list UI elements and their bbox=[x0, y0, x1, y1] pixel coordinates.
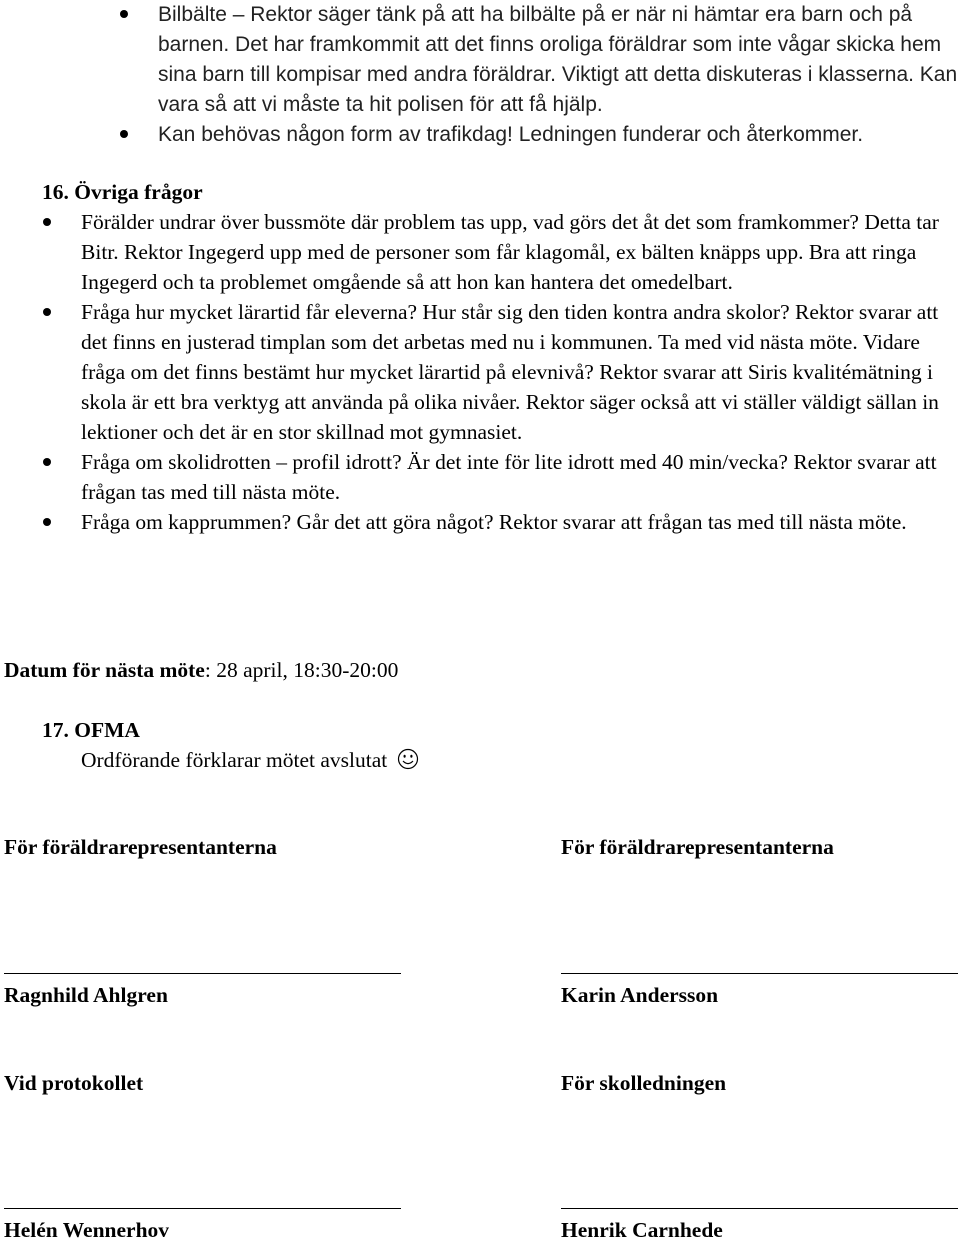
signature-line bbox=[4, 973, 401, 974]
bullet-icon bbox=[43, 458, 51, 466]
next-meeting-label: Datum för nästa möte bbox=[4, 658, 205, 682]
list-item bbox=[158, 0, 958, 120]
list-item-text: Fråga om skolidrotten – profil idrott? Är det inte för lite idrott med 40 min/vecka? Rektor svarar att frågan tas med till nästa möte. bbox=[81, 450, 937, 504]
section-17-text bbox=[81, 745, 419, 775]
signer-name-left-2: Helén Wennerhov bbox=[4, 1218, 170, 1242]
signature-heading-right: För föräldrarepresentanterna bbox=[561, 835, 834, 859]
list-item bbox=[81, 507, 956, 537]
list-item bbox=[81, 297, 956, 447]
next-meeting-value: : 28 april, 18:30-20:00 bbox=[204, 658, 399, 682]
signature-line bbox=[4, 1208, 401, 1209]
list-item-text: Förälder undrar över bussmöte där problem tas upp, vad görs det åt det som framkommer? Detta tar Bitr. Rektor Ingegerd upp med de personer som får klagomål, ex bälten knäpps upp. Bra att ringa Ingegerd och ta problemet omgående så att hon kan hantera det omedelbart. bbox=[81, 210, 939, 294]
bullet-icon bbox=[43, 308, 51, 316]
signature-heading-left: För föräldrarepresentanterna bbox=[4, 835, 277, 859]
closing-text: Ordförande förklarar mötet avslutat bbox=[81, 748, 388, 772]
list-item bbox=[81, 207, 956, 297]
bullet-icon bbox=[120, 130, 128, 138]
signature-line bbox=[561, 1208, 958, 1209]
list-item bbox=[158, 120, 958, 150]
top-bullet-list bbox=[158, 0, 958, 150]
list-item-text: Fråga hur mycket lärartid får eleverna? Hur står sig den tiden kontra andra skolor? Rektor svarar att det finns en justerad timplan som det arbetas med nu i kommunen. Ta med vid nästa möte. Vidare fråga om det finns bestämt hur mycket lärartid på elevnivå? Rektor svarar att Siris kvalitémätning i skola är ett bra verktyg att använda på olika nivåer. Rektor säger också att vi ställer väldigt sällan in lektioner och det är en stor skillnad mot gymnasiet. bbox=[81, 300, 939, 444]
list-item-text: Bilbälte – Rektor säger tänk på att ha bilbälte på er när ni hämtar era barn och på barnen. Det har framkommit att det finns oroliga föräldrar som inte vågar skicka hem sina barn till kompisar med andra föräldrar. Viktigt att detta diskuteras i klasserna. Kan vara så att vi måste ta hit polisen för att få hjälp. bbox=[158, 3, 958, 116]
section-17-heading: 17. OFMA bbox=[42, 718, 140, 742]
list-item-text: Fråga om kapprummen? Går det att göra något? Rektor svarar att frågan tas med till nästa möte. bbox=[81, 510, 907, 534]
signer-name-right: Karin Andersson bbox=[561, 983, 719, 1007]
signature-heading-right-2: För skolledningen bbox=[561, 1071, 727, 1095]
signer-name-left: Ragnhild Ahlgren bbox=[4, 983, 168, 1007]
bullet-icon bbox=[43, 518, 51, 526]
signature-line bbox=[561, 973, 958, 974]
bullet-icon bbox=[120, 10, 128, 18]
smiley-icon bbox=[397, 748, 419, 770]
section-16-list bbox=[81, 207, 956, 537]
list-item bbox=[81, 447, 956, 507]
section-16-heading: 16. Övriga frågor bbox=[42, 180, 203, 204]
list-item-text: Kan behövas någon form av trafikdag! Ledningen funderar och återkommer. bbox=[158, 123, 864, 146]
bullet-icon bbox=[43, 218, 51, 226]
signer-name-right-2: Henrik Carnhede bbox=[561, 1218, 723, 1242]
next-meeting-date bbox=[4, 655, 398, 685]
signature-heading-left-2: Vid protokollet bbox=[4, 1071, 144, 1095]
